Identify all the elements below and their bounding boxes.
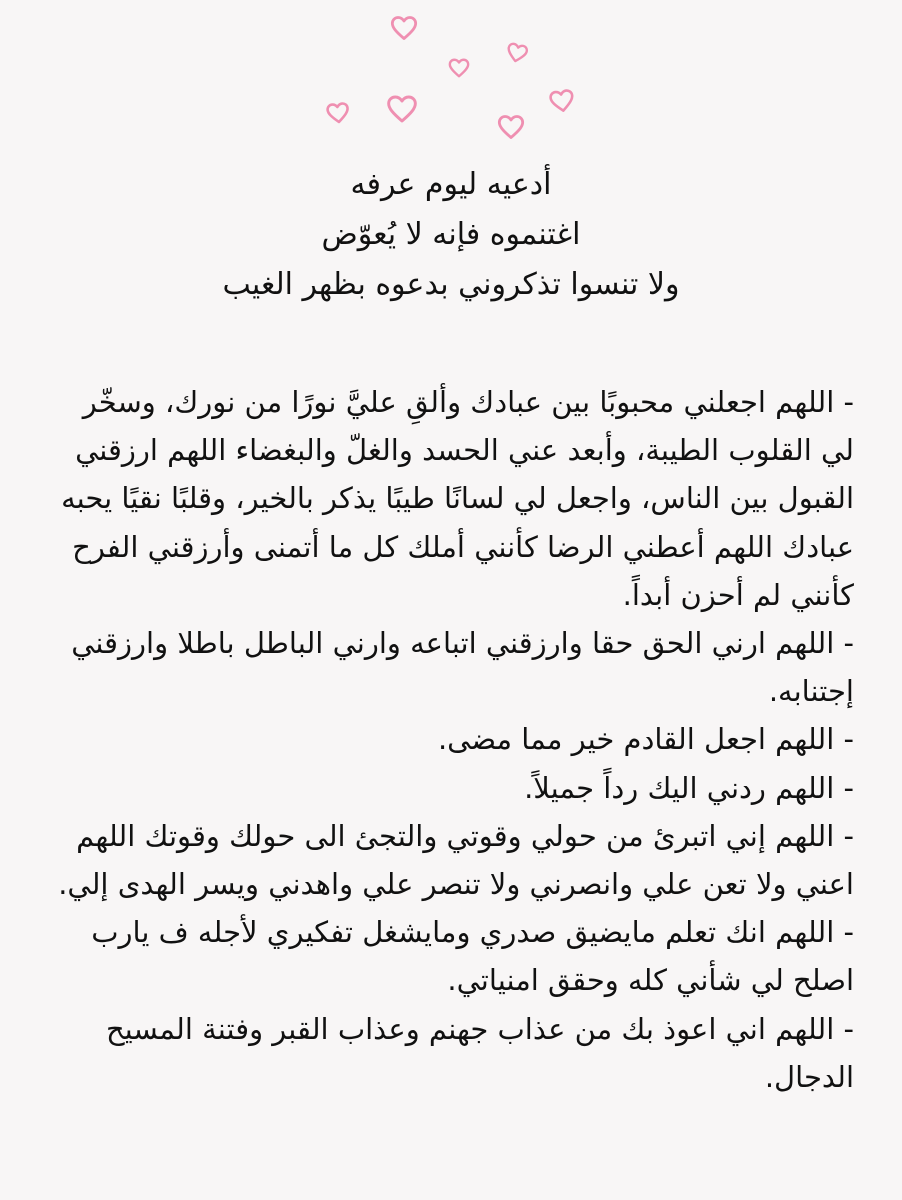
heart-icon bbox=[547, 86, 576, 115]
dua-paragraph: - اللهم اجعلني محبوبًا بين عبادك وألقِ عليَّ نورًا من نورك، وسخّر لي القلوب الطيبة، وأبعد عني الحسد والغلّ والبغضاء اللهم ارزقني القبول بين الناس، واجعل لي لسانًا طيبًا يذكر بالخير، وقلبًا نقيًا يحبه عبادك اللهم أعطني الرضا كأنني أملك كل ما أتمنى وأرزقني الفرح كأنني لم أحزن أبداً. bbox=[61, 385, 854, 612]
heart-icon bbox=[386, 93, 418, 125]
heart-icon bbox=[497, 113, 525, 141]
title-line: أدعيه ليوم عرفه bbox=[350, 167, 552, 202]
heart-icon bbox=[504, 38, 531, 68]
heart-icon bbox=[325, 100, 351, 126]
duas-list bbox=[48, 378, 854, 1101]
dua-paragraph: - اللهم ردني اليك رداً جميلاً. bbox=[524, 770, 854, 805]
heart-icon bbox=[390, 14, 418, 42]
dua-paragraph: - اللهم اني اعوذ بك من عذاب جهنم وعذاب القبر وفتنة المسيح الدجال. bbox=[105, 1011, 854, 1094]
hearts-decoration bbox=[0, 0, 902, 160]
title-block bbox=[0, 160, 902, 310]
subtitle-line: اغتنموه فإنه لا يُعوّض bbox=[321, 217, 581, 252]
dua-paragraph: - اللهم انك تعلم مايضيق صدري ومايشغل تفكيري لأجله ف يارب اصلح لي شأني كله وحقق امنياتي. bbox=[91, 915, 854, 998]
dua-paragraph: - اللهم اجعل القادم خير مما مضى. bbox=[437, 722, 854, 757]
dua-paragraph: - اللهم إني اتبرئ من حولي وقوتي والتجئ الى حولك وقوتك اللهم اعني ولا تعن علي وانصرني ولا تنصر علي واهدني ويسر الهدى إلي. bbox=[58, 818, 854, 902]
reminder-line: ولا تنسوا تذكروني بدعوه بظهر الغيب bbox=[222, 267, 680, 302]
dua-paragraph: - اللهم ارني الحق حقا وارزقني اتباعه وارني الباطل باطلا وارزقني إجتنابه. bbox=[71, 626, 854, 709]
heart-icon bbox=[448, 57, 470, 79]
